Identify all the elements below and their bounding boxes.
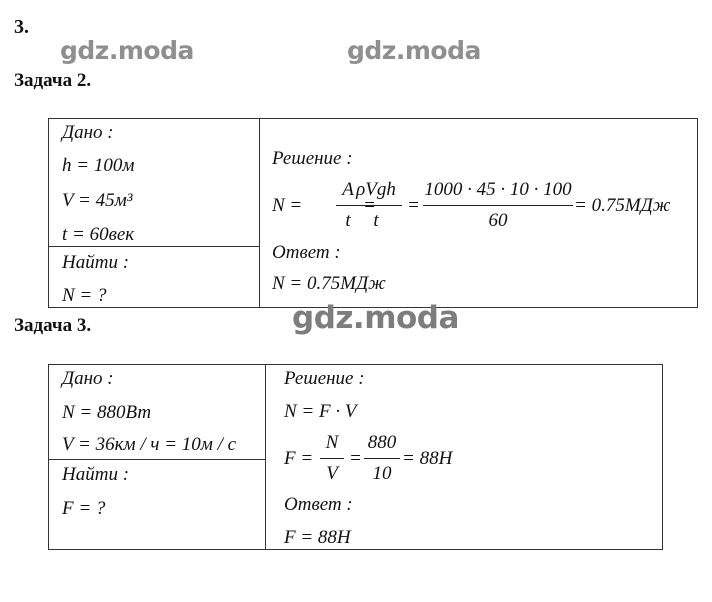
fraction-bar — [423, 205, 573, 206]
fraction-bar — [320, 458, 344, 459]
solution-label: Решение : — [284, 368, 365, 389]
formula-line: N = F · V — [284, 401, 357, 422]
task3-heading: Задача 3. — [14, 315, 92, 336]
fraction-denominator: 60 — [488, 210, 508, 231]
given-item: V = 45м³ — [62, 190, 133, 211]
answer-value: F = 88H — [284, 527, 351, 548]
fraction-numerator: A — [342, 179, 354, 200]
answer-label: Ответ : — [284, 494, 353, 515]
fraction-denominator: 10 — [372, 463, 392, 484]
fraction-numerator: 1000 · 45 · 10 · 100 — [424, 179, 572, 200]
given-label: Дано : — [62, 122, 114, 143]
given-label: Дано : — [62, 368, 114, 389]
fraction-bar — [350, 205, 402, 206]
find-label: Найти : — [62, 464, 130, 485]
given-item: t = 60век — [62, 224, 135, 245]
given-item: N = 880Вт — [62, 402, 152, 423]
given-item: V = 36км / ч = 10м / с — [62, 434, 237, 455]
page-number: 3. — [14, 16, 29, 38]
equals-sign: = — [363, 195, 376, 216]
formula-result: = 88H — [402, 448, 453, 469]
watermark: gdz.moda — [347, 36, 481, 65]
find-item: N = ? — [62, 285, 107, 306]
fraction-denominator: t — [345, 210, 351, 231]
find-item: F = ? — [62, 498, 106, 519]
fraction-bar — [364, 458, 400, 459]
find-label: Найти : — [62, 252, 130, 273]
fraction-numerator: 880 — [367, 432, 397, 453]
task2-heading: Задача 2. — [14, 70, 92, 91]
task3-column-divider — [265, 364, 266, 550]
fraction-numerator: ρVgh — [356, 179, 396, 200]
task2-column-divider — [259, 118, 260, 308]
equals-sign: = — [349, 448, 362, 469]
formula-lhs: F = — [284, 448, 314, 469]
watermark: gdz.moda — [292, 300, 459, 336]
formula-lhs: N = — [272, 195, 303, 216]
watermark: gdz.moda — [60, 36, 194, 65]
fraction-denominator: V — [326, 463, 338, 484]
given-item: h = 100м — [62, 155, 135, 176]
formula-result: = 0.75МДж — [574, 195, 671, 216]
fraction-numerator: N — [325, 432, 339, 453]
task3-given-divider — [48, 459, 266, 460]
solution-label: Решение : — [272, 148, 353, 169]
answer-value: N = 0.75МДж — [272, 273, 386, 294]
equals-sign: = — [407, 195, 420, 216]
task2-given-divider — [48, 246, 260, 247]
fraction-denominator: t — [373, 210, 379, 231]
answer-label: Ответ : — [272, 242, 341, 263]
